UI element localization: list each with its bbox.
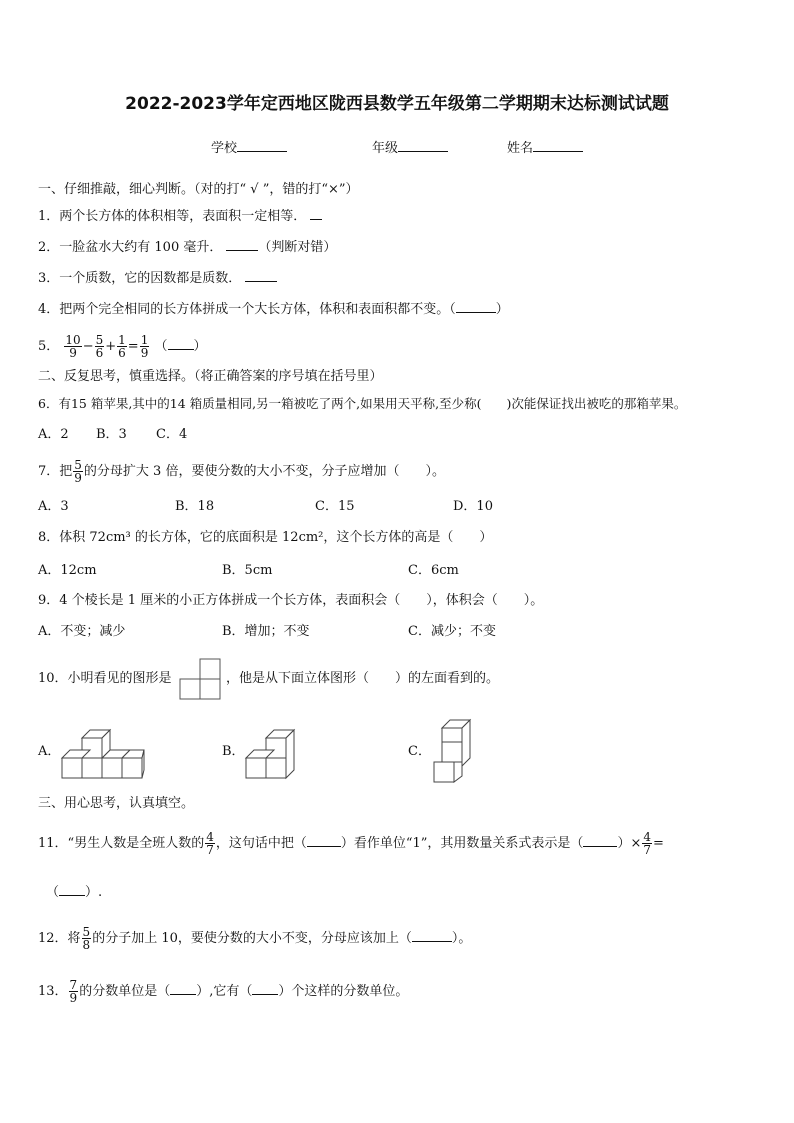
question-13-text3: ）个这样的分数单位。: [278, 984, 409, 999]
option-b[interactable]: B．5cm: [222, 563, 273, 578]
page-title: 2022-2023学年定西地区陇西县数学五年级第二学期期末达标测试试题: [125, 94, 669, 114]
answer-blank[interactable]: [456, 312, 496, 313]
name-label: 姓名: [507, 141, 534, 156]
fraction: $\frac{5}{6}$: [95, 333, 104, 360]
question-13-text: 的分数单位是（: [79, 984, 171, 999]
option-b[interactable]: B．: [222, 744, 245, 759]
question-6: 6．有15 箱苹果,其中的14 箱质量相同,另一箱被吃了两个,如果用天平称,至少称( )次能保证找出被吃的那箱苹果。: [38, 396, 687, 411]
fraction: $\frac{4}{7}$: [206, 830, 214, 857]
answer-blank[interactable]: [412, 941, 452, 942]
paren-close: ）: [193, 339, 207, 354]
minus-sign: −: [82, 339, 94, 354]
answer-blank[interactable]: [307, 846, 341, 847]
question-11-lead: 11．“男生人数是全班人数的: [38, 836, 205, 851]
question-12-lead: 12．将: [38, 931, 81, 946]
question-2: [38, 240, 336, 256]
option-a[interactable]: A．12cm: [38, 563, 97, 578]
school-label: 学校: [211, 141, 238, 156]
fraction: $\frac{4}{7}$: [643, 830, 651, 857]
option-d[interactable]: D．10: [453, 499, 493, 514]
option-c[interactable]: C．减少；不变: [408, 624, 496, 639]
name-blank[interactable]: [533, 151, 583, 152]
cube-figure-a: [60, 724, 146, 780]
question-3: [38, 271, 277, 287]
equals-sign: =: [127, 339, 139, 354]
question-4-text: 4．把两个完全相同的长方体拼成一个大长方体，体积和表面积都不变。（: [38, 302, 456, 317]
question-11-continuation: [46, 885, 102, 901]
paren-open: （: [46, 885, 60, 900]
question-13: [38, 975, 408, 1009]
question-11-text2: ）看作单位“1”，其用数量关系式表示是（: [340, 836, 584, 851]
cube-figure-b: [244, 724, 300, 780]
question-8: 8．体积 72cm³ 的长方体，它的底面积是 12cm²，这个长方体的高是（ ）: [38, 530, 493, 545]
fraction: $\frac{5}{8}$: [82, 925, 91, 952]
question-7: [38, 455, 445, 489]
option-c[interactable]: C．4: [156, 427, 188, 442]
question-7-text: 的分母扩大 3 倍，要使分数的大小不变，分子应增加（ ）。: [83, 464, 445, 479]
option-c[interactable]: C．15: [315, 499, 355, 514]
name-field: [507, 141, 583, 157]
question-2-text: 2．一脸盆水大约有 100 毫升．: [38, 240, 223, 255]
answer-blank[interactable]: [226, 250, 258, 251]
grade-field: [372, 141, 448, 157]
question-11: [38, 827, 664, 861]
answer-blank[interactable]: [583, 846, 617, 847]
left-view-figure: [179, 657, 221, 701]
question-1-text: 1．两个长方体的体积相等，表面积一定相等．: [38, 209, 307, 224]
paren-open: （: [154, 339, 168, 354]
times-sign: ）×: [617, 836, 642, 851]
question-4-close: ）: [495, 302, 509, 317]
paren-close: ）.: [85, 885, 103, 900]
answer-blank[interactable]: [59, 895, 85, 896]
plus-sign: +: [105, 339, 117, 354]
answer-blank[interactable]: [252, 994, 278, 995]
option-a[interactable]: A．2: [38, 427, 69, 442]
answer-blank[interactable]: [168, 349, 194, 350]
cube-figure-c: [430, 718, 476, 784]
question-3-text: 3．一个质数，它的因数都是质数．: [38, 271, 242, 286]
fraction: $\frac{5}{9}$: [74, 458, 82, 485]
fraction: $\frac{10}{9}$: [65, 333, 81, 360]
school-blank[interactable]: [237, 151, 287, 152]
question-12-text: 的分子加上 10，要使分数的大小不变，分母应该加上（: [92, 931, 412, 946]
question-13-lead: 13．: [38, 984, 68, 999]
equals-sign: =: [652, 836, 664, 851]
question-9: 9．4 个棱长是 1 厘米的小正方体拼成一个长方体，表面积会（ ），体积会（ ）。: [38, 593, 544, 608]
option-c[interactable]: C．6cm: [408, 563, 459, 578]
question-1: [38, 209, 322, 225]
answer-blank[interactable]: [170, 994, 196, 995]
question-13-text2: ）,它有（: [196, 984, 253, 999]
question-12-close: ）。: [451, 931, 472, 946]
section-3-heading: 三、用心思考，认真填空。: [38, 796, 195, 811]
grade-blank[interactable]: [398, 151, 448, 152]
answer-blank[interactable]: [310, 219, 322, 220]
option-a[interactable]: A．3: [38, 499, 69, 514]
fraction: $\frac{1}{6}$: [118, 333, 126, 360]
option-a[interactable]: A．: [38, 744, 61, 759]
question-5-number: 5．: [38, 339, 60, 354]
question-11-text: ，这句话中把（: [215, 836, 307, 851]
option-b[interactable]: B．3: [96, 427, 127, 442]
school-field: [211, 141, 287, 157]
question-2-note: （判断对错）: [258, 240, 337, 255]
question-5: [38, 330, 207, 364]
option-c[interactable]: C．: [408, 744, 431, 759]
option-b[interactable]: B．增加；不变: [222, 624, 310, 639]
question-12: [38, 922, 471, 956]
fraction: $\frac{1}{9}$: [140, 333, 149, 360]
section-1-heading: 一、仔细推敲，细心判断。（对的打“ √ ”，错的打“×”）: [38, 182, 359, 197]
question-10-lead: 10．小明看见的图形是: [38, 671, 172, 686]
fraction: $\frac{7}{9}$: [69, 978, 78, 1005]
question-10-text: ，他是从下面立体图形（ ）的左面看到的。: [226, 671, 500, 686]
grade-label: 年级: [372, 141, 399, 156]
question-7-lead: 7．把: [38, 464, 73, 479]
option-b[interactable]: B．18: [175, 499, 215, 514]
option-a[interactable]: A．不变；减少: [38, 624, 126, 639]
question-4: [38, 302, 509, 318]
answer-blank[interactable]: [245, 281, 277, 282]
section-2-heading: 二、反复思考，慎重选择。（将正确答案的序号填在括号里）: [38, 369, 383, 384]
